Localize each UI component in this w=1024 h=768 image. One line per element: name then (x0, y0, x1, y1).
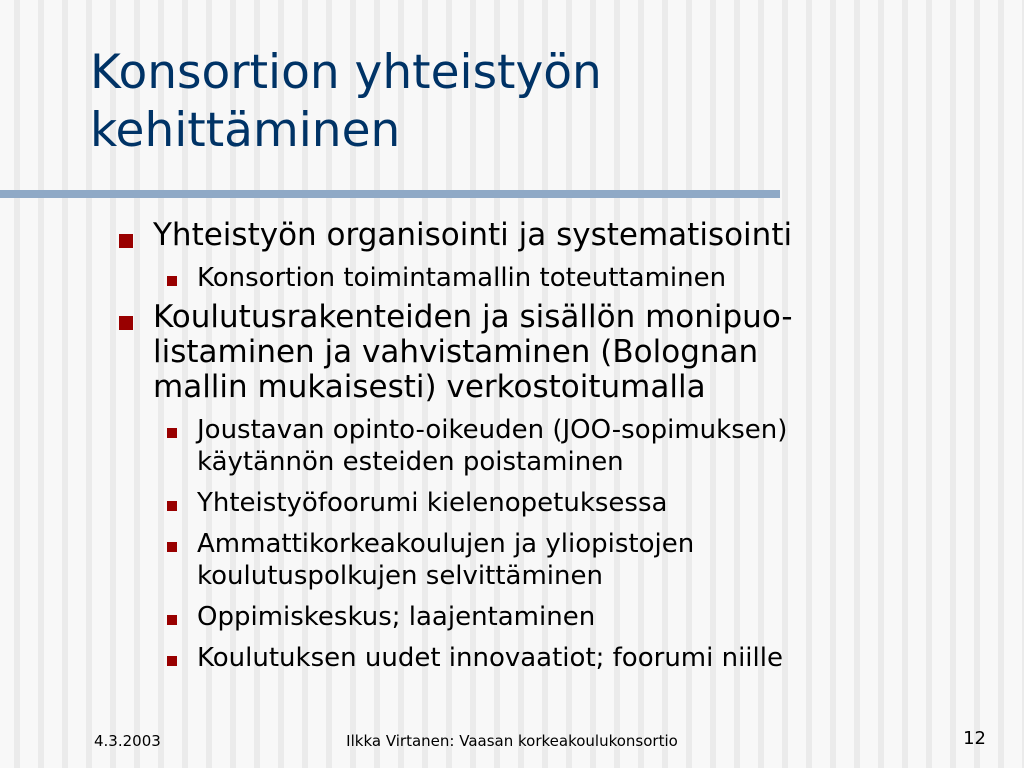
bullet-text-line: käytännön esteiden poistaminen (197, 447, 624, 477)
title-divider (0, 190, 780, 198)
bullet-text: Konsortion toimintamallin toteuttaminen (197, 263, 727, 293)
square-bullet-icon (119, 316, 133, 330)
square-bullet-icon (167, 501, 177, 511)
bullet-text-line: Joustavan opinto-oikeuden (JOO-sopimuksen) (197, 415, 788, 445)
bullet-text-line: koulutuspolkujen selvittäminen (197, 561, 603, 591)
sub-bullet-item-6 (110, 642, 1010, 674)
square-bullet-icon (167, 276, 177, 286)
square-bullet-icon (167, 542, 177, 552)
bullet-text-line: Koulutusrakenteiden ja sisällön monipuo- (153, 299, 793, 335)
sub-bullet-item-1 (110, 262, 1010, 294)
bullet-item-2 (110, 300, 1010, 405)
footer-date: 4.3.2003 (94, 732, 161, 750)
bullet-text: Koulutuksen uudet innovaatiot; foorumi niille (197, 643, 783, 673)
slide-title-line-1: Konsortion yhteistyön (90, 45, 602, 100)
bullet-text-line: listaminen ja vahvistaminen (Bolognan (153, 334, 759, 370)
sub-bullet-item-5 (110, 601, 1010, 633)
footer-presenter: Ilkka Virtanen: Vaasan korkeakoulukonsortio (346, 732, 678, 750)
bullet-item-1 (110, 218, 1010, 253)
bullet-text-line: Ammattikorkeakoulujen ja yliopistojen (197, 529, 695, 559)
sub-bullet-item-3 (110, 487, 1010, 519)
square-bullet-icon (119, 234, 133, 248)
bullet-text: Yhteistyön organisointi ja systematisointi (153, 217, 793, 253)
bullet-text-line: mallin mukaisesti) verkostoitumalla (153, 369, 706, 405)
sub-bullet-item-4 (110, 528, 1010, 592)
page-number: 12 (963, 728, 986, 749)
bullet-list (110, 218, 1010, 674)
square-bullet-icon (167, 615, 177, 625)
square-bullet-icon (167, 656, 177, 666)
slide-title-line-2: kehittäminen (90, 103, 401, 158)
square-bullet-icon (167, 428, 177, 438)
bullet-text: Oppimiskeskus; laajentaminen (197, 602, 596, 632)
slide-title (90, 44, 990, 160)
sub-bullet-item-2 (110, 414, 1010, 478)
bullet-text: Yhteistyöfoorumi kielenopetuksessa (197, 488, 668, 518)
